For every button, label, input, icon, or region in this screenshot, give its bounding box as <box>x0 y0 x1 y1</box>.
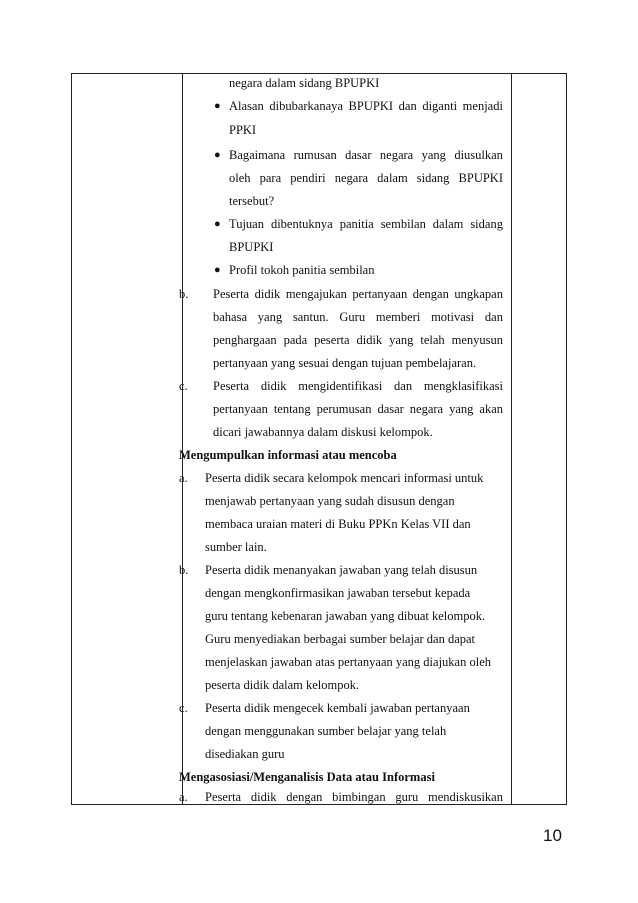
section-heading: Mengasosiasi/Menganalisis Data atau Informasi <box>179 770 435 784</box>
text-line: dengan menggunakan sumber belajar yang telah <box>205 724 447 738</box>
list-marker: b. <box>179 563 189 577</box>
text-line: BPUPKI <box>229 240 274 254</box>
text-line: pertanyaan yang sesuai dengan tujuan pembelajaran. <box>213 356 477 370</box>
text-line: Bagaimana rumusan dasar negara yang diusulkan <box>229 148 503 162</box>
text-line: Peserta didik secara kelompok mencari informasi untuk <box>205 471 484 485</box>
text-line: Guru menyediakan berbagai sumber belajar dan dapat <box>205 632 476 646</box>
text-line: PPKI <box>229 123 257 137</box>
text-line: bahasa yang santun. Guru memberi motivasi dan <box>213 310 503 324</box>
text-line: menjawab pertanyaan yang sudah disusun dengan <box>205 494 455 508</box>
list-marker: b. <box>179 287 189 301</box>
text-line: dicari jawabannya dalam diskusi kelompok. <box>213 425 433 439</box>
list-marker: c. <box>179 379 188 393</box>
text-line: disediakan guru <box>205 747 285 761</box>
text-line: penghargaan pada peserta didik yang telah menyusun <box>213 333 503 347</box>
bullet-icon: ● <box>214 149 221 161</box>
text-line: peserta didik dalam kelompok. <box>205 678 360 692</box>
text-line: Tujuan dibentuknya panitia sembilan dalam sidang <box>229 217 503 231</box>
text-line: Peserta didik mengidentifikasi dan mengklasifikasi <box>213 379 503 393</box>
bullet-icon: ● <box>214 100 221 112</box>
bullet-icon: ● <box>214 264 221 276</box>
text-line: menjelaskan jawaban atas pertanyaan yang diajukan oleh <box>205 655 491 669</box>
text-line: membaca uraian materi di Buku PPKn Kelas VII dan <box>205 517 471 531</box>
column-divider-right <box>511 74 512 804</box>
text-line: Peserta didik menanyakan jawaban yang telah disusun <box>205 563 478 577</box>
list-marker: a. <box>179 471 188 485</box>
text-line: tersebut? <box>229 194 275 208</box>
text-line: Peserta didik mengajukan pertanyaan dengan ungkapan <box>213 287 503 301</box>
column-divider-left <box>182 74 183 804</box>
page-number: 10 <box>543 826 562 845</box>
text-line: Profil tokoh panitia sembilan <box>229 263 375 277</box>
text-line: pertanyaan tentang perumusan dasar negara yang akan <box>213 402 503 416</box>
text-line: oleh para pendiri negara dalam sidang BPUPKI <box>229 171 503 185</box>
list-marker: a. <box>179 790 188 804</box>
list-marker: c. <box>179 701 188 715</box>
text-line: Alasan dibubarkanaya BPUPKI dan diganti menjadi <box>229 99 503 113</box>
text-line: sumber lain. <box>205 540 267 554</box>
text-line: Peserta didik mengecek kembali jawaban pertanyaan <box>205 701 470 715</box>
text-line: negara dalam sidang BPUPKI <box>229 76 380 90</box>
text-line: guru tentang kebenaran jawaban yang dibuat kelompok. <box>205 609 486 623</box>
section-heading: Mengumpulkan informasi atau mencoba <box>179 448 397 462</box>
text-line: dengan mengkonfirmasikan jawaban tersebut kepada <box>205 586 471 600</box>
bullet-icon: ● <box>214 218 221 230</box>
text-line: Peserta didik dengan bimbingan guru mendiskusikan <box>205 790 503 804</box>
